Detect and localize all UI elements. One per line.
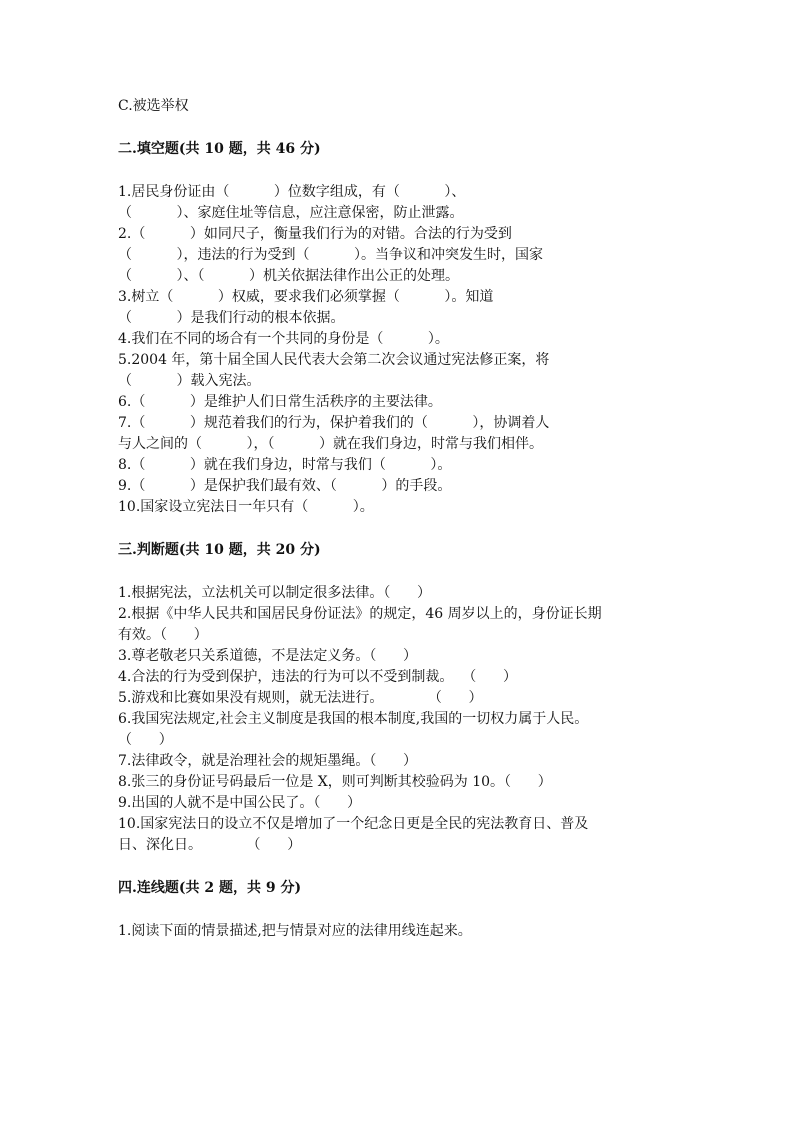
- section-2-questions: [118, 182, 678, 518]
- question-line: （ ）: [118, 732, 173, 748]
- question-line: 3.树立（ ）权威，要求我们必须掌握（ ）。知道: [118, 289, 494, 305]
- question-line: （ ）、（ ）机关依据法律作出公正的处理。: [118, 268, 460, 284]
- question-line: 7.（ ）规范着我们的行为，保护着我们的（ ），协调着人: [118, 415, 550, 431]
- question-line: 1.根据宪法，立法机关可以制定很多法律。（ ）: [118, 585, 432, 601]
- section-4-questions: [118, 921, 678, 942]
- question-line: 6.（ ）是维护人们日常生活秩序的主要法律。: [118, 394, 442, 410]
- question-line: 5.游戏和比赛如果没有规则，就无法进行。 （ ）: [118, 690, 483, 706]
- question-line: 2.（ ）如同尺子，衡量我们行为的对错。合法的行为受到: [118, 226, 512, 242]
- question-line: 1.阅读下面的情景描述,把与情景对应的法律用线连起来。: [118, 923, 472, 939]
- question-line: 8.（ ）就在我们身边，时常与我们（ ）。: [118, 457, 452, 473]
- question-line: （ ），违法的行为受到（ ）。当争议和冲突发生时，国家: [118, 247, 544, 263]
- section-3-heading: 三.判断题(共 10 题，共 20 分): [118, 542, 321, 558]
- question-line: 10.国家设立宪法日一年只有（ ）。: [118, 499, 374, 515]
- question-line: 9.（ ）是保护我们最有效、（ ）的手段。: [118, 478, 452, 494]
- question-line: 6.我国宪法规定,社会主义制度是我国的根本制度,我国的一切权力属于人民。: [118, 711, 589, 727]
- question-line: 1.居民身份证由（ ）位数字组成，有（ ）、: [118, 184, 466, 200]
- question-line: 4.合法的行为受到保护，违法的行为可以不受到制裁。 （ ）: [118, 669, 517, 685]
- question-line: 7.法律政令，就是治理社会的规矩墨绳。（ ）: [118, 753, 418, 769]
- question-line: 与人之间的（ ），（ ）就在我们身边，时常与我们相伴。: [118, 436, 544, 452]
- question-line: （ ）是我们行动的根本依据。: [118, 310, 345, 326]
- worksheet-page: [118, 96, 678, 942]
- question-line: 有效。（ ）: [118, 627, 208, 643]
- section-3-questions: [118, 583, 678, 856]
- question-line: 4.我们在不同的场合有一个共同的身份是（ ）。: [118, 331, 449, 347]
- question-line: 3.尊老敬老只关系道德，不是法定义务。（ ）: [118, 648, 418, 664]
- question-line: 9.出国的人就不是中国公民了。（ ）: [118, 795, 362, 811]
- question-line: 10.国家宪法日的设立不仅是增加了一个纪念日更是全民的宪法教育日、普及: [118, 816, 589, 832]
- prev-option-c: C.被选举权: [118, 98, 189, 114]
- question-line: （ ）载入宪法。: [118, 373, 261, 389]
- question-line: 2.根据《中华人民共和国居民身份证法》的规定，46 周岁以上的，身份证长期: [118, 606, 602, 622]
- question-line: 8.张三的身份证号码最后一位是 X，则可判断其校验码为 10。（ ）: [118, 774, 552, 790]
- question-line: 5.2004 年，第十届全国人民代表大会第二次会议通过宪法修正案，将: [118, 352, 550, 368]
- section-2-heading: 二.填空题(共 10 题，共 46 分): [118, 141, 321, 157]
- section-4-heading: 四.连线题(共 2 题，共 9 分): [118, 880, 302, 896]
- question-line: 日、深化日。 （ ）: [118, 837, 302, 853]
- question-line: （ ）、家庭住址等信息，应注意保密，防止泄露。: [118, 205, 464, 221]
